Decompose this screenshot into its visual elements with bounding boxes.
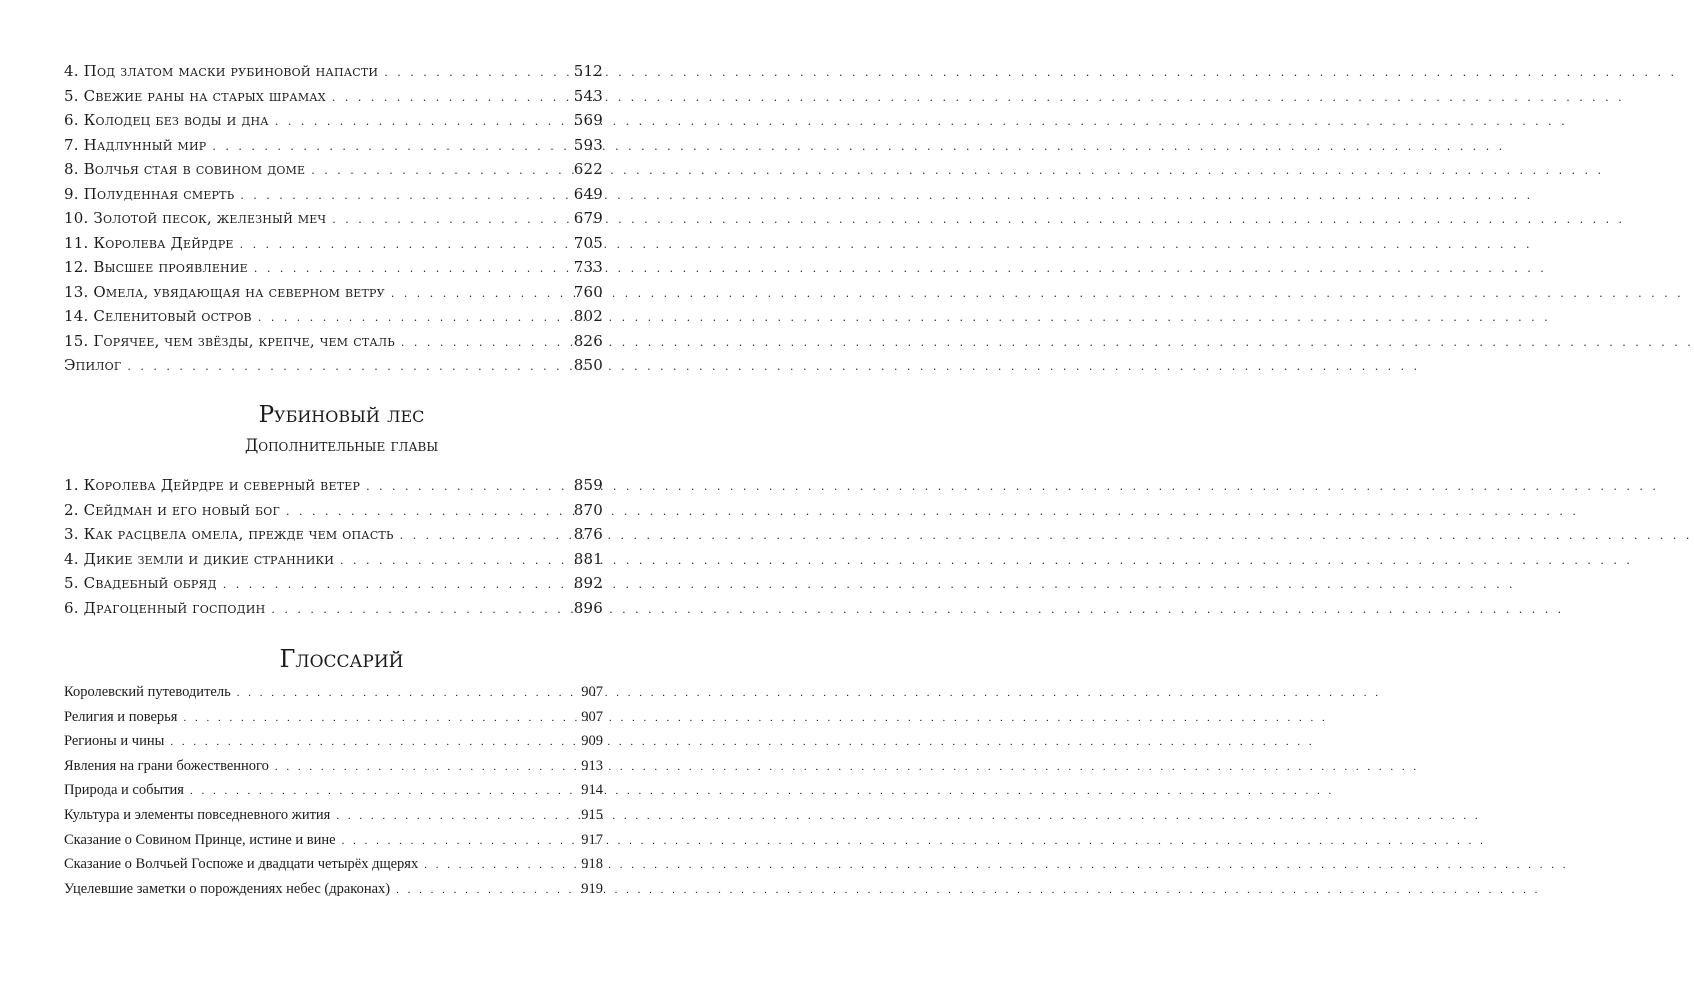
toc-leader-dots [212, 140, 567, 153]
section-subtitle: Дополнительные главы [244, 436, 439, 455]
toc-entry-title: 6. Колодец без воды и дна [64, 111, 269, 129]
toc-entry-page: 733 [573, 258, 603, 276]
toc-entry-page: 881 [573, 549, 603, 568]
glossary-entry[interactable] [64, 807, 603, 832]
glossary-title: Глоссарий [279, 645, 404, 673]
toc-entry-page: 826 [573, 331, 603, 350]
toc-entry[interactable] [64, 234, 603, 259]
glossary-entry-page: 907 [581, 708, 603, 725]
toc-entry[interactable] [64, 599, 603, 624]
toc-leader-dots [240, 238, 568, 251]
toc-leader-dots [366, 480, 568, 493]
glossary-leader-dots [237, 687, 576, 699]
toc-entry-title: 13. Омела, увядающая на северном ветру [64, 282, 385, 301]
glossary-entry-title: Королевский путеводитель [64, 684, 231, 700]
glossary-list [64, 684, 603, 905]
toc-entry[interactable] [64, 501, 603, 526]
toc-entry[interactable] [64, 283, 603, 308]
toc-entry-page: 705 [573, 233, 603, 252]
toc-entry-title: 3. Как расцвела омела, прежде чем опасть [64, 525, 394, 543]
toc-entry-title: 7. Надлунный мир [64, 135, 207, 154]
glossary-entry[interactable] [64, 881, 603, 906]
toc-leader-dots [332, 213, 568, 226]
toc-entry-page: 622 [573, 160, 603, 178]
toc-entry-title: 4. Под златом маски рубиновой напасти [64, 62, 379, 80]
toc-entry-title: 15. Горячее, чем звёзды, крепче, чем сталь [64, 331, 395, 350]
toc-entry[interactable] [64, 111, 603, 136]
toc-entry-page: 876 [573, 525, 603, 543]
toc-entry-title: 11. Королева Дейрдре [64, 233, 234, 252]
glossary-entry-title: Культура и элементы повседневного жития [64, 806, 331, 823]
toc-entry-title: Эпилог [64, 356, 122, 374]
toc-entry[interactable] [64, 62, 603, 87]
glossary-entry[interactable] [64, 856, 603, 881]
toc-entry-title: 10. Золотой песок, железный меч [64, 209, 327, 227]
toc-leader-dots [271, 603, 567, 616]
glossary-leader-dots [190, 785, 575, 797]
toc-entry[interactable] [64, 332, 603, 357]
toc-entry-page: 679 [573, 209, 603, 227]
toc-entry[interactable] [64, 550, 603, 575]
toc-entry[interactable] [64, 160, 603, 185]
toc-entry-title: 5. Свежие раны на старых шрамах [64, 86, 326, 105]
toc-entry[interactable] [64, 356, 603, 381]
toc-leader-dots [275, 115, 568, 128]
toc-entry-page: 850 [573, 356, 603, 374]
toc-entry-page: 760 [573, 282, 603, 301]
toc-entry-page: 802 [573, 307, 603, 325]
glossary-entry-page: 909 [581, 733, 603, 750]
glossary-entry[interactable] [64, 782, 603, 807]
glossary-entry-page: 917 [581, 831, 603, 848]
toc-entry-page: 892 [573, 574, 603, 592]
glossary-entry-page: 919 [581, 880, 603, 897]
toc-leader-dots [384, 66, 568, 79]
book-page [0, 0, 683, 994]
toc-entry-title: 1. Королева Дейрдре и северный ветер [64, 476, 361, 494]
glossary-entry-title: Природа и события [64, 782, 184, 799]
glossary-entry[interactable] [64, 709, 603, 734]
glossary-leader-dots [336, 810, 575, 822]
toc-main-list [64, 62, 603, 381]
toc-entry[interactable] [64, 476, 603, 501]
glossary-leader-dots [424, 859, 575, 871]
toc-entry-title: 14. Селенитовый остров [64, 307, 252, 325]
toc-leader-dots [240, 189, 567, 202]
toc-entry-title: 6. Драгоценный господин [64, 598, 266, 617]
toc-entry-page: 569 [573, 111, 603, 129]
glossary-leader-dots [275, 761, 575, 773]
toc-entry-title: 2. Сейдман и его новый бог [64, 500, 280, 519]
toc-entry[interactable] [64, 185, 603, 210]
glossary-entry-title: Регионы и чины [64, 733, 165, 750]
toc-entry-title: 9. Полуденная смерть [64, 184, 235, 203]
toc-entry[interactable] [64, 307, 603, 332]
toc-leader-dots [311, 164, 568, 177]
toc-entry-page: 543 [573, 86, 603, 105]
toc-leader-dots [400, 529, 568, 542]
glossary-entry[interactable] [64, 684, 603, 709]
toc-leader-dots [127, 360, 567, 373]
glossary-entry-page: 913 [581, 757, 603, 774]
glossary-entry-title: Сказание о Совином Принце, истине и вине [64, 831, 336, 848]
toc-entry-title: 8. Волчья стая в совином доме [64, 160, 306, 178]
glossary-entry-page: 914 [581, 782, 603, 799]
glossary-entry-page: 915 [581, 806, 603, 823]
toc-leader-dots [223, 578, 568, 591]
toc-leader-dots [332, 91, 568, 104]
toc-leader-dots [258, 311, 568, 324]
toc-entry[interactable] [64, 525, 603, 550]
toc-leader-dots [401, 336, 568, 349]
glossary-entry[interactable] [64, 758, 603, 783]
glossary-entry-title: Сказание о Волчьей Госпоже и двадцати четырёх дщерях [64, 856, 419, 873]
toc-leader-dots [286, 505, 568, 518]
glossary-leader-dots [170, 736, 575, 748]
toc-entry[interactable] [64, 209, 603, 234]
toc-entry-page: 896 [573, 598, 603, 617]
toc-entry-page: 593 [573, 135, 603, 154]
toc-entry[interactable] [64, 574, 603, 599]
toc-entry-page: 649 [573, 184, 603, 203]
toc-entry-title: 5. Свадебный обряд [64, 574, 217, 592]
glossary-entry[interactable] [64, 832, 603, 857]
toc-leader-dots [391, 287, 568, 300]
toc-entry-page: 512 [573, 62, 603, 80]
glossary-entry[interactable] [64, 733, 603, 758]
glossary-entry-page: 907 [581, 684, 603, 700]
toc-extra-list [64, 476, 603, 623]
toc-entry-page: 870 [573, 500, 603, 519]
toc-entry-title: 12. Высшее проявление [64, 258, 248, 276]
glossary-leader-dots [396, 884, 575, 896]
glossary-entry-page: 918 [581, 856, 603, 873]
toc-leader-dots [254, 262, 568, 275]
toc-entry-page: 859 [573, 476, 603, 494]
glossary-entry-title: Уцелевшие заметки о порождениях небес (драконах) [64, 880, 391, 897]
toc-entry[interactable] [64, 136, 603, 161]
glossary-leader-dots [342, 835, 576, 847]
section-title: Рубиновый лес [258, 402, 425, 428]
glossary-leader-dots [183, 712, 575, 724]
toc-leader-dots [340, 554, 568, 567]
toc-entry[interactable] [64, 258, 603, 283]
toc-entry-title: 4. Дикие земли и дикие странники [64, 549, 335, 568]
glossary-entry-title: Религия и поверья [64, 708, 178, 725]
glossary-entry-title: Явления на грани божественного [64, 757, 269, 774]
toc-entry[interactable] [64, 87, 603, 112]
